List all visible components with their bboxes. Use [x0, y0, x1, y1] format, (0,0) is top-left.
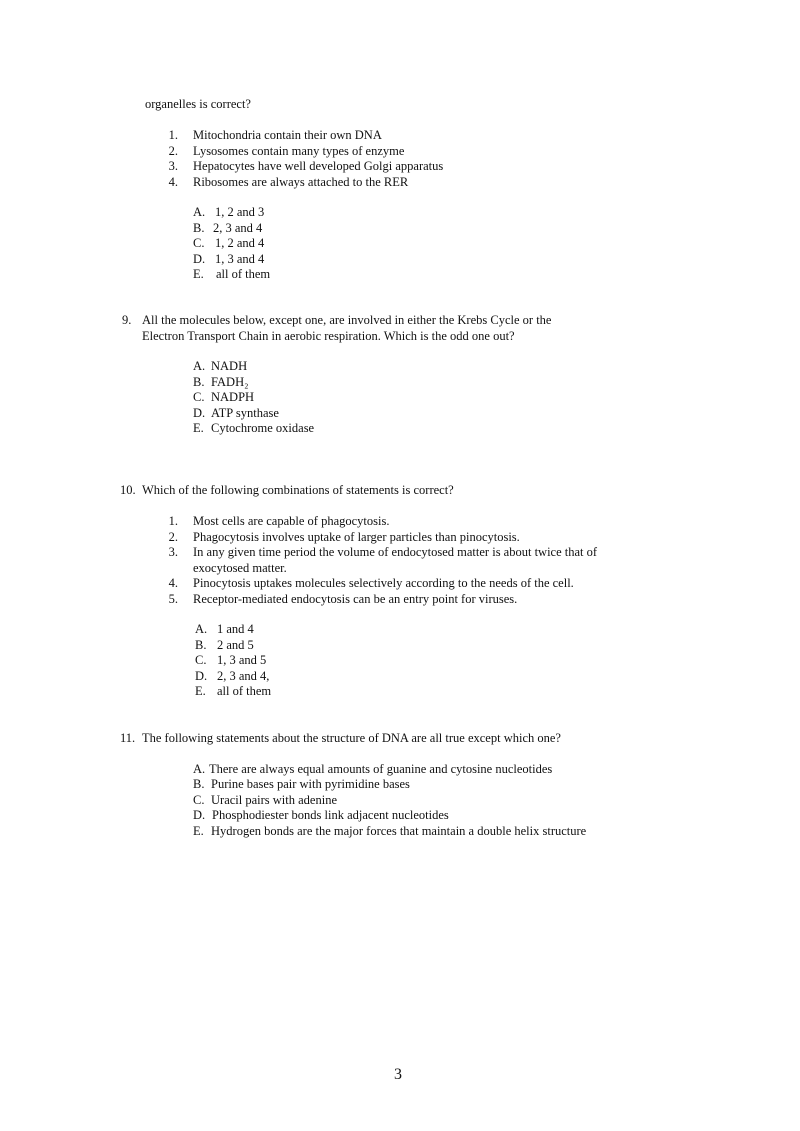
- q8-statement-text: Lysosomes contain many types of enzyme: [193, 144, 405, 158]
- q11-option-text: Uracil pairs with adenine: [211, 793, 337, 807]
- q10-statement-text: Receptor-mediated endocytosis can be an entry point for viruses.: [193, 592, 518, 606]
- q10-statement-text: Most cells are capable of phagocytosis.: [193, 514, 390, 528]
- q9-option-letter: D.: [193, 406, 206, 420]
- q8-option-text: 2, 3 and 4: [213, 221, 263, 235]
- q8-option-text: 1, 2 and 3: [215, 205, 265, 219]
- q8-statement-number: 2.: [168, 144, 178, 158]
- q9-stem-line2: Electron Transport Chain in aerobic respiration. Which is the odd one out?: [142, 329, 515, 343]
- q10-option-text: 1 and 4: [217, 622, 254, 636]
- q8-statement-number: 4.: [168, 175, 178, 189]
- q9-option-letter: B.: [193, 375, 205, 389]
- q10-option-text: all of them: [217, 684, 272, 698]
- q11-option-text: Hydrogen bonds are the major forces that maintain a double helix structure: [211, 824, 587, 838]
- q8-option-text: 1, 3 and 4: [215, 252, 265, 266]
- q8-option-letter: E.: [193, 267, 204, 281]
- q10-option-text: 1, 3 and 5: [217, 653, 267, 667]
- q10-statement-text: In any given time period the volume of endocytosed matter is about twice that of: [193, 545, 598, 559]
- q10-statement-text: Pinocytosis uptakes molecules selectively according to the needs of the cell.: [193, 576, 574, 590]
- q11-option-letter: B.: [193, 777, 205, 791]
- q10-statement-number: 5.: [168, 592, 178, 606]
- q10-option-letter: B.: [195, 638, 207, 652]
- q10-option-text: 2 and 5: [217, 638, 254, 652]
- q10-statement-text: Phagocytosis involves uptake of larger particles than pinocytosis.: [193, 530, 520, 544]
- q11-option-letter: C.: [193, 793, 205, 807]
- q8-statement-text: Mitochondria contain their own DNA: [193, 128, 382, 142]
- q11-option-text: Phosphodiester bonds link adjacent nucleotides: [212, 808, 449, 822]
- q10-statement-text: exocytosed matter.: [193, 561, 287, 575]
- q10-statement-number: 3.: [168, 545, 178, 559]
- q9-option-text: ATP synthase: [211, 406, 279, 420]
- q8-statement-number: 3.: [168, 159, 178, 173]
- q10-stem: Which of the following combinations of statements is correct?: [142, 483, 454, 497]
- q10-option-letter: E.: [195, 684, 206, 698]
- q9-option-letter: C.: [193, 390, 205, 404]
- q8-stem-tail: organelles is correct?: [145, 97, 251, 111]
- q10-number: 10.: [120, 483, 136, 497]
- q8-option-letter: A.: [193, 205, 206, 219]
- q8-option-text: 1, 2 and 4: [215, 236, 265, 250]
- q11-number: 11.: [120, 731, 136, 745]
- q8-statement-text: Hepatocytes have well developed Golgi apparatus: [193, 159, 444, 173]
- q10-option-letter: C.: [195, 653, 207, 667]
- q8-option-letter: B.: [193, 221, 205, 235]
- q11-option-text: There are always equal amounts of guanine and cytosine nucleotides: [209, 762, 553, 776]
- q10-option-letter: A.: [195, 622, 208, 636]
- q9-option-letter: A.: [193, 359, 206, 373]
- q8-statement-number: 1.: [168, 128, 178, 142]
- q9-option-text: FADH₂: [211, 375, 249, 389]
- q8-option-text: all of them: [216, 267, 271, 281]
- q8-option-letter: D.: [193, 252, 206, 266]
- q11-option-letter: E.: [193, 824, 204, 838]
- q10-option-text: 2, 3 and 4,: [217, 669, 270, 683]
- q11-option-text: Purine bases pair with pyrimidine bases: [211, 777, 410, 791]
- q9-option-text: NADPH: [211, 390, 255, 404]
- q10-statement-number: 1.: [168, 514, 178, 528]
- q11-option-letter: D.: [193, 808, 206, 822]
- q10-statement-number: 2.: [168, 530, 178, 544]
- q11-option-letter: A.: [193, 762, 206, 776]
- q8-option-letter: C.: [193, 236, 205, 250]
- q9-option-text: NADH: [211, 359, 248, 373]
- page-number: 3: [394, 1066, 402, 1083]
- q9-stem-line1: All the molecules below, except one, are involved in either the Krebs Cycle or the: [142, 313, 552, 327]
- q9-number: 9.: [122, 313, 132, 327]
- q10-option-letter: D.: [195, 669, 208, 683]
- q11-stem: The following statements about the structure of DNA are all true except which one?: [142, 731, 561, 745]
- q8-statement-text: Ribosomes are always attached to the RER: [193, 175, 409, 189]
- q9-option-text: Cytochrome oxidase: [211, 421, 315, 435]
- q10-statement-number: 4.: [168, 576, 178, 590]
- q9-option-letter: E.: [193, 421, 204, 435]
